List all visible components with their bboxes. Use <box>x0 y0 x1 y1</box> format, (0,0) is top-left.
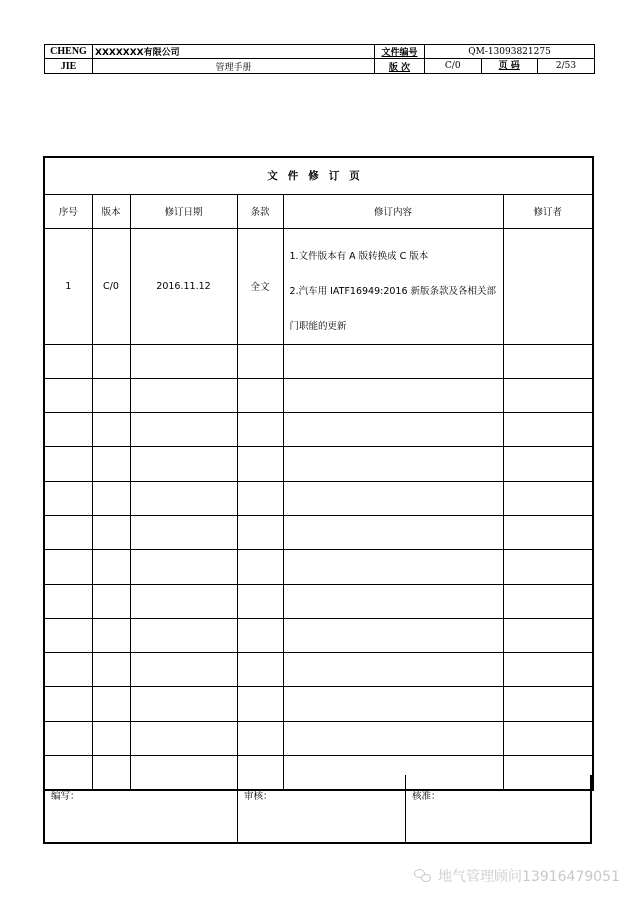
empty-cell <box>130 481 237 515</box>
empty-cell <box>283 618 503 652</box>
empty-cell <box>283 515 503 549</box>
empty-cell <box>283 687 503 721</box>
watermark <box>414 866 620 886</box>
empty-cell <box>130 721 237 755</box>
approved-by: 核准： <box>412 791 441 802</box>
empty-cell <box>92 447 130 481</box>
cell-version: C/0 <box>92 228 130 344</box>
col-header-version: 版本 <box>92 194 130 228</box>
col-header-date: 修订日期 <box>130 194 237 228</box>
empty-cell <box>283 447 503 481</box>
empty-cell <box>237 584 283 618</box>
empty-cell <box>130 344 237 378</box>
empty-cell <box>130 447 237 481</box>
table-row <box>44 653 593 687</box>
table-row <box>44 378 593 412</box>
empty-cell <box>283 653 503 687</box>
empty-cell <box>92 344 130 378</box>
empty-cell <box>283 344 503 378</box>
empty-cell <box>503 515 593 549</box>
empty-cell <box>130 687 237 721</box>
prepared-by: 编写： <box>45 775 238 842</box>
empty-cell <box>130 413 237 447</box>
version-label: 版 次 <box>375 59 425 74</box>
empty-cell <box>92 721 130 755</box>
version-value: C/0 <box>425 59 482 73</box>
empty-cell <box>44 378 92 412</box>
empty-cell <box>237 550 283 584</box>
wechat-icon <box>414 869 432 883</box>
empty-cell <box>503 447 593 481</box>
empty-cell <box>503 481 593 515</box>
doc-number-value: QM-13093821275 <box>425 45 595 59</box>
empty-cell <box>44 687 92 721</box>
blank-rows <box>44 344 593 790</box>
cell-seq: 1 <box>44 228 92 344</box>
empty-cell <box>130 653 237 687</box>
page-label: 页 码 <box>498 61 520 71</box>
empty-cell <box>503 721 593 755</box>
table-row <box>44 721 593 755</box>
col-header-content: 修订内容 <box>283 194 503 228</box>
brand-line-2: JIE <box>45 59 93 74</box>
empty-cell <box>130 515 237 549</box>
empty-cell <box>130 584 237 618</box>
empty-cell <box>44 721 92 755</box>
table-row <box>44 413 593 447</box>
company-name: XXXXXXX有限公司 <box>93 45 375 59</box>
empty-cell <box>44 653 92 687</box>
empty-cell <box>44 413 92 447</box>
cell-clause: 全文 <box>237 228 283 344</box>
empty-cell <box>503 344 593 378</box>
empty-cell <box>237 687 283 721</box>
empty-cell <box>503 378 593 412</box>
empty-cell <box>283 550 503 584</box>
empty-cell <box>503 687 593 721</box>
empty-cell <box>92 550 130 584</box>
empty-cell <box>92 378 130 412</box>
empty-cell <box>92 481 130 515</box>
empty-cell <box>130 378 237 412</box>
page-value: 2/53 <box>538 59 595 74</box>
empty-cell <box>503 618 593 652</box>
col-header-reviser: 修订者 <box>503 194 593 228</box>
empty-cell <box>92 515 130 549</box>
reviewed-by: 审核： <box>238 775 406 842</box>
empty-cell <box>237 618 283 652</box>
content-line: 门职能的更新 <box>289 320 347 332</box>
document-header <box>44 44 595 74</box>
table-row <box>44 687 593 721</box>
empty-cell <box>92 618 130 652</box>
empty-cell <box>44 584 92 618</box>
empty-cell <box>283 481 503 515</box>
table-row <box>44 344 593 378</box>
empty-cell <box>92 687 130 721</box>
empty-cell <box>44 550 92 584</box>
empty-cell <box>503 653 593 687</box>
version-page-cell <box>425 59 538 74</box>
empty-cell <box>237 378 283 412</box>
table-row <box>44 550 593 584</box>
col-header-clause: 条款 <box>237 194 283 228</box>
empty-cell <box>237 344 283 378</box>
watermark-text: 地气管理顾问13916479051 <box>438 869 620 885</box>
empty-cell <box>44 447 92 481</box>
empty-cell <box>237 481 283 515</box>
empty-cell <box>237 515 283 549</box>
empty-cell <box>92 653 130 687</box>
cell-date: 2016.11.12 <box>130 228 237 344</box>
content-line: 1.文件版本有 A 版转换成 C 版本 <box>289 250 429 262</box>
empty-cell <box>283 721 503 755</box>
table-row <box>44 447 593 481</box>
empty-cell <box>503 584 593 618</box>
table-row <box>44 481 593 515</box>
empty-cell <box>44 618 92 652</box>
table-row <box>44 618 593 652</box>
table-row <box>44 584 593 618</box>
brand-line-1: CHENG <box>45 45 93 59</box>
empty-cell <box>130 618 237 652</box>
empty-cell <box>503 413 593 447</box>
empty-cell <box>283 378 503 412</box>
content-line: 2.汽车用 IATF16949:2016 新版条款及各相关部 <box>289 285 497 297</box>
empty-cell <box>283 584 503 618</box>
empty-cell <box>44 515 92 549</box>
revision-table <box>43 156 594 791</box>
empty-cell <box>44 344 92 378</box>
cell-content <box>283 228 503 344</box>
col-header-seq: 序号 <box>44 194 92 228</box>
doc-number-label: 文件编号 <box>375 45 425 59</box>
empty-cell <box>283 413 503 447</box>
table-row <box>44 515 593 549</box>
column-header-row <box>44 194 593 228</box>
table-row <box>44 228 593 344</box>
empty-cell <box>237 721 283 755</box>
empty-cell <box>237 653 283 687</box>
empty-cell <box>237 413 283 447</box>
empty-cell <box>92 584 130 618</box>
table-title: 文件修订页 <box>44 157 593 194</box>
empty-cell <box>130 550 237 584</box>
signature-section <box>43 775 592 844</box>
cell-reviser <box>503 228 593 344</box>
empty-cell <box>44 481 92 515</box>
empty-cell <box>92 413 130 447</box>
manual-name: 管理手册 <box>93 59 375 74</box>
empty-cell <box>503 550 593 584</box>
empty-cell <box>237 447 283 481</box>
